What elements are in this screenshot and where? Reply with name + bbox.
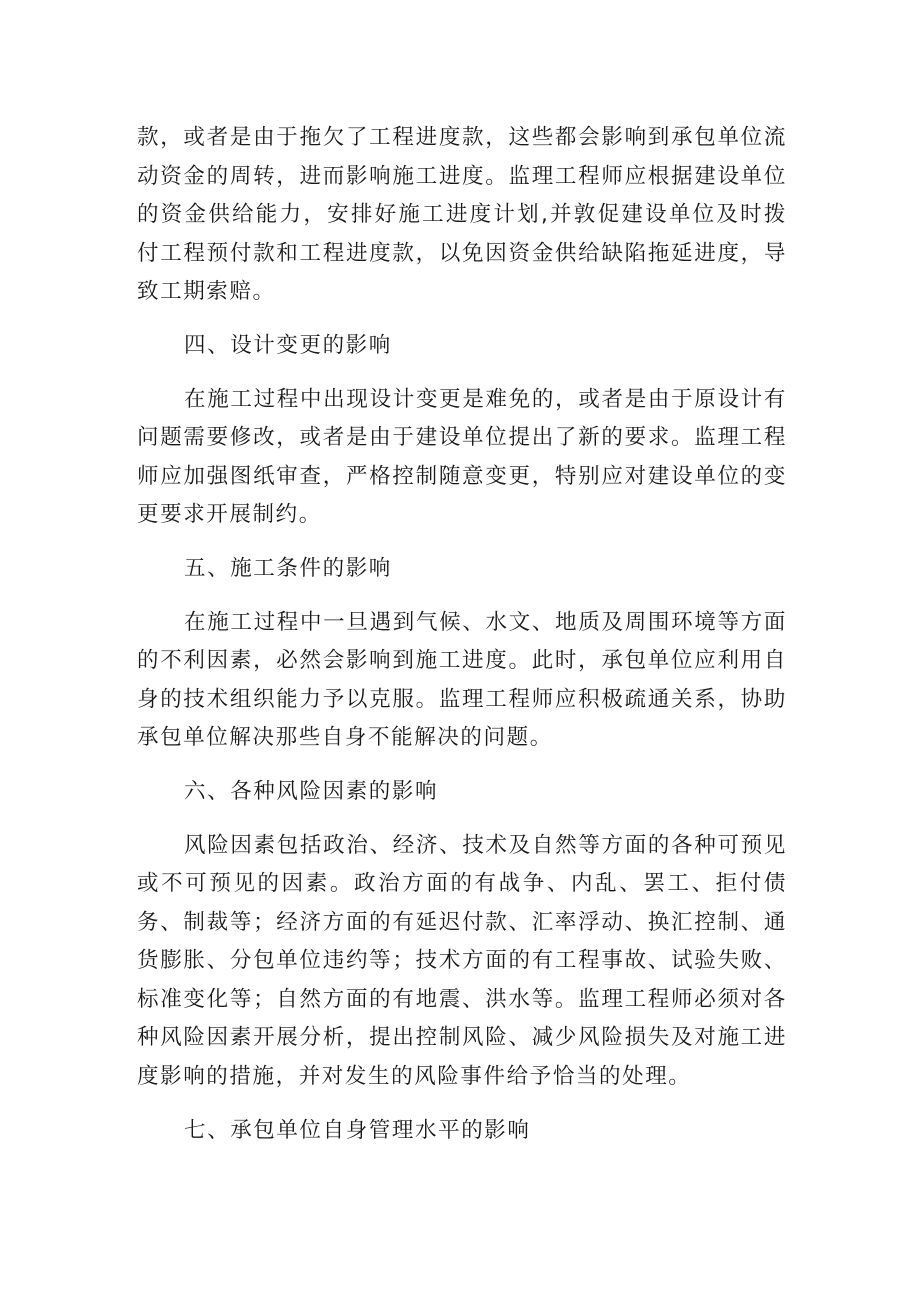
heading-contractor-management: 七、承包单位自身管理水平的影响 [184, 1117, 531, 1143]
paragraph-construction-conditions: 在施工过程中一旦遇到气候、水文、地质及周围环境等方面的不利因素，必然会影响到施工进度。此时，承包单位应利用自身的技术组织能力予以克服。监理工程师应积极疏通关系，协助承包单位解决那些自身不能解决的问题。 [137, 609, 787, 751]
heading-risk-factors: 六、各种风险因素的影响 [184, 778, 439, 804]
paragraph-funding: 款，或者是由于拖欠了工程进度款，这些都会影响到承包单位流动资金的周转，进而影响施工进度。监理工程师应根据建设单位的资金供给能力，安排好施工进度计划,并敦促建设单位及时拨付工程预付款和工程进度款，以免因资金供给缺陷拖延进度，导致工期索赔。 [137, 125, 787, 305]
heading-construction-conditions: 五、施工条件的影响 [184, 555, 392, 581]
paragraph-risk-factors: 风险因素包括政治、经济、技术及自然等方面的各种可预见或不可预见的因素。政治方面的有战争、内乱、罢工、拒付债务、制裁等；经济方面的有延迟付款、汇率浮动、换汇控制、通货膨胀、分包单位违约等；技术方面的有工程事故、试验失败、标准变化等；自然方面的有地震、洪水等。监理工程师必须对各种风险因素开展分析，提出控制风险、减少风险损失及对施工进度影响的措施，并对发生的风险事件给予恰当的处理。 [137, 832, 787, 1090]
heading-design-change: 四、设计变更的影响 [184, 332, 392, 358]
paragraph-design-change: 在施工过程中出现设计变更是难免的，或者是由于原设计有问题需要修改，或者是由于建设单位提出了新的要求。监理工程师应加强图纸审查，严格控制随意变更，特别应对建设单位的变更要求开展制约。 [137, 386, 787, 528]
document-body [137, 119, 787, 1150]
